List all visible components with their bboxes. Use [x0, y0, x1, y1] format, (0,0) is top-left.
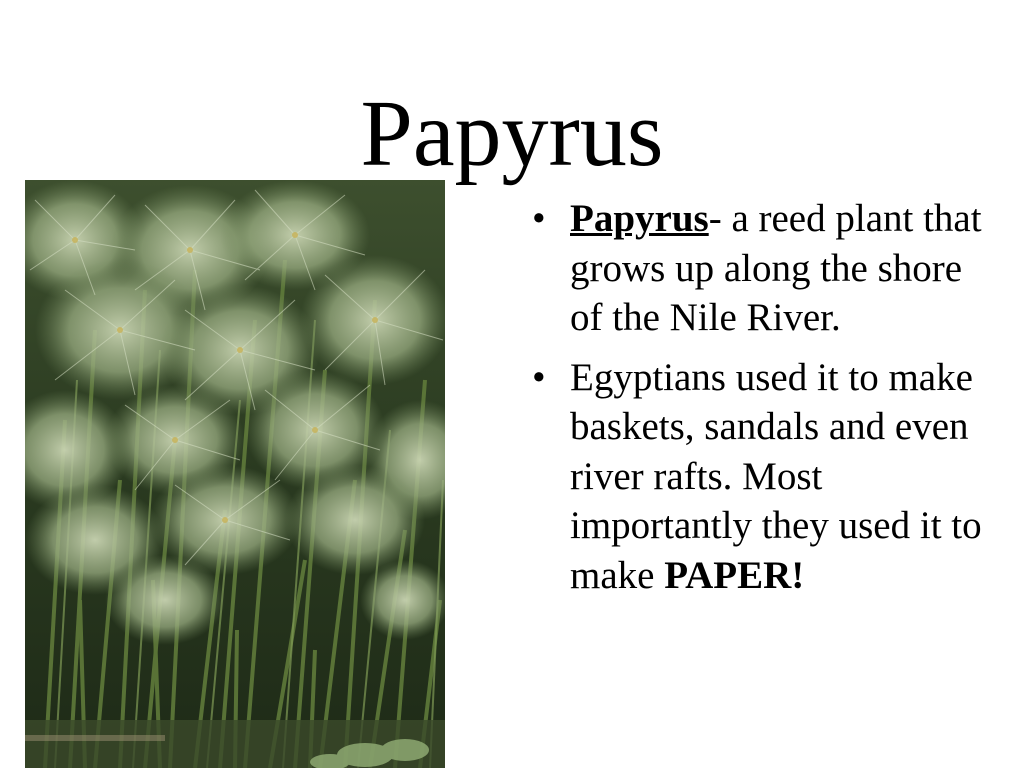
papyrus-plant-photo [25, 180, 445, 768]
bullet-marker: • [532, 197, 546, 240]
emphasis-paper: PAPER! [664, 553, 805, 597]
term-papyrus: Papyrus [570, 197, 709, 240]
papyrus-plant-illustration [25, 180, 445, 768]
bullet-item-papyrus-definition [532, 194, 1002, 343]
bullet-list [532, 194, 1002, 610]
bullet-text: - a reed plant that grows up along the shore of the Nile River. [570, 197, 982, 339]
bullet-marker: • [532, 355, 546, 399]
bullet-text: Egyptians used it to make baskets, sandals and even river rafts. Most importantly they used it to make [570, 355, 982, 597]
bullet-item-egyptian-uses [532, 353, 1002, 601]
slide-title: Papyrus [360, 82, 664, 186]
